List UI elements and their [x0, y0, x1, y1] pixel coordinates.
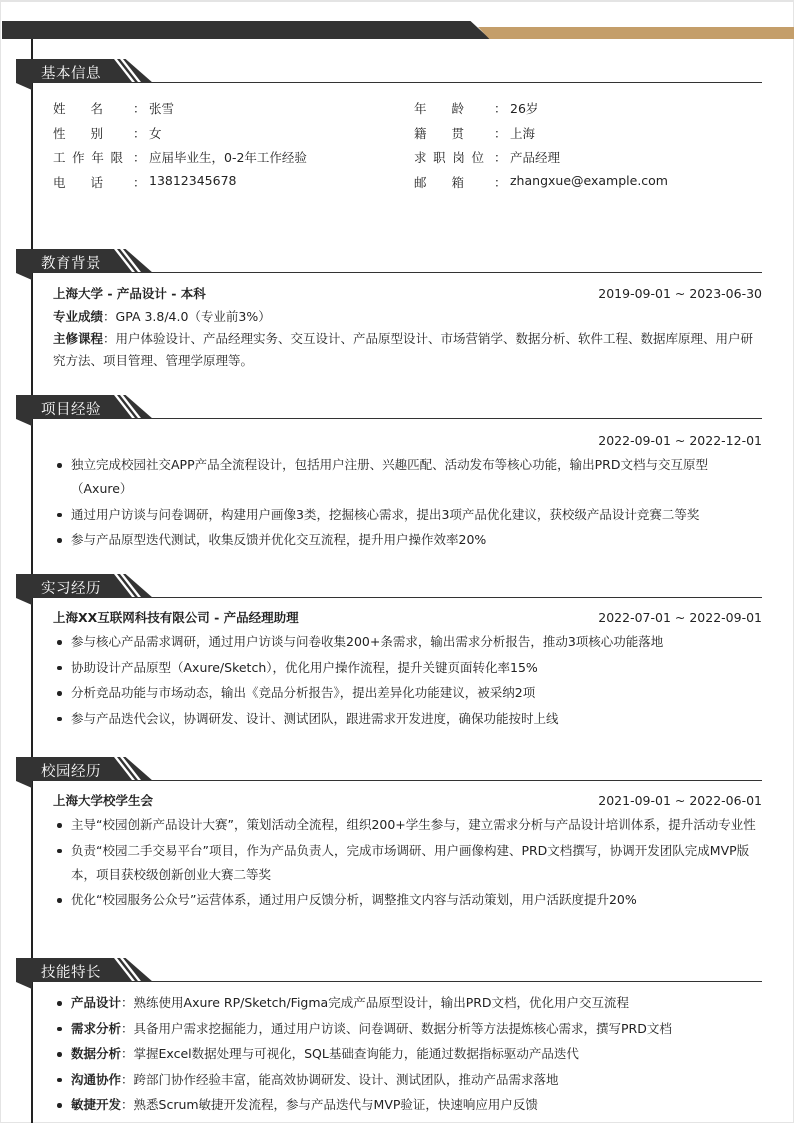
label-char: 职 — [433, 150, 446, 165]
section-education — [0, 249, 794, 372]
label-char: 电 — [53, 175, 66, 190]
info-name — [53, 99, 174, 119]
section-header — [0, 574, 794, 602]
skill-text: ：跨部门协作经验丰富，能高效协调研发、设计、测试团队，推动产品需求落地 — [121, 1071, 559, 1087]
skill-item — [53, 1042, 762, 1066]
campus-bullets — [53, 813, 762, 912]
section-header — [0, 395, 794, 423]
fold-decoration — [16, 598, 32, 605]
section-campus — [0, 757, 794, 914]
list-item: 参与产品原型迭代测试，收集反馈并优化交互流程，提升用户操作效率20% — [53, 528, 762, 552]
info-hometown — [414, 124, 535, 144]
label-char: 别 — [90, 126, 103, 141]
info-email — [414, 173, 668, 193]
gender-value: 女 — [149, 126, 162, 141]
gpa-label: 专业成绩 — [53, 309, 104, 324]
hometown-value: 上海 — [510, 126, 536, 141]
info-job-target — [414, 148, 560, 168]
section-title: 校园经历 — [41, 764, 101, 780]
skill-label: 需求分析 — [71, 1020, 122, 1036]
skill-item — [53, 991, 762, 1015]
campus-entry-header — [53, 789, 762, 813]
courses-label: 主修课程 — [53, 331, 104, 346]
project-bullets — [53, 453, 762, 552]
list-item: 通过用户访谈与问卷调研，构建用户画像3类，挖掘核心需求，提出3项产品优化建议，获校级产品设计竞赛二等奖 — [53, 503, 762, 527]
school-major-degree: 上海大学 - 产品设计 - 本科 — [53, 286, 206, 301]
info-phone — [53, 173, 236, 193]
section-divider — [32, 780, 762, 781]
colon: ： — [133, 150, 146, 165]
section-basic-info — [0, 59, 794, 192]
job-target-value: 产品经理 — [510, 150, 561, 165]
section-divider — [32, 272, 762, 273]
email-value: zhangxue@example.com — [510, 173, 668, 188]
basic-info-grid — [53, 92, 762, 192]
campus-date: 2021-09-01 ~ 2022-06-01 — [598, 793, 762, 808]
gpa-value: ：GPA 3.8/4.0（专业前3%） — [103, 309, 271, 324]
project-entry-header — [53, 429, 762, 453]
label-char: 限 — [110, 150, 123, 165]
colon: ： — [494, 101, 507, 116]
company-role: 上海XX互联网科技有限公司 - 产品经理助理 — [53, 610, 299, 625]
skill-text: ：熟悉Scrum敏捷开发流程，参与产品迭代与MVP验证，快速响应用户反馈 — [121, 1097, 538, 1112]
section-header — [0, 59, 794, 87]
label-char: 箱 — [451, 175, 464, 190]
section-projects — [0, 395, 794, 554]
list-item: 优化“校园服务公众号”运营体系，通过用户反馈分析，调整推文内容与活动策划，用户活跃度提升20% — [53, 888, 762, 912]
label-char: 邮 — [414, 175, 427, 190]
section-skills — [0, 958, 794, 1119]
label-char: 年 — [414, 101, 427, 116]
section-title: 基本信息 — [41, 66, 101, 82]
experience-value: 应届毕业生，0-2年工作经验 — [149, 150, 307, 165]
list-item: 主导“校园创新产品设计大赛”，策划活动全流程，组织200+学生参与，建立需求分析与产品设计培训体系，提升活动专业性 — [53, 813, 762, 837]
internship-entry-header — [53, 606, 762, 630]
colon: ： — [133, 101, 146, 116]
label-char: 年 — [91, 150, 104, 165]
label-char: 名 — [90, 101, 103, 116]
label-char: 龄 — [451, 101, 464, 116]
colon: ： — [494, 150, 507, 165]
skills-bullets — [53, 991, 762, 1117]
colon: ： — [494, 175, 507, 190]
label-char: 岗 — [452, 150, 465, 165]
info-gender — [53, 124, 162, 144]
list-item: 协助设计产品原型（Axure/Sketch），优化用户操作流程，提升关键页面转化率15% — [53, 656, 762, 680]
colon: ： — [133, 126, 146, 141]
label-char: 位 — [471, 150, 484, 165]
section-header — [0, 958, 794, 986]
fold-decoration — [16, 83, 32, 90]
skill-label: 数据分析 — [71, 1046, 122, 1061]
section-title: 项目经验 — [41, 402, 101, 418]
section-title: 实习经历 — [41, 581, 101, 597]
education-entry-header — [53, 282, 762, 306]
fold-decoration — [16, 781, 32, 788]
label-char: 籍 — [414, 126, 427, 141]
colon: ： — [494, 126, 507, 141]
courses-value: ：用户体验设计、产品经理实务、交互设计、产品原型设计、市场营销学、数据分析、软件工程、数据库原理、用户研究方法、项目管理、管理学原理等。 — [53, 331, 754, 368]
gpa-line — [53, 306, 762, 328]
skill-item — [53, 1068, 762, 1092]
label-char: 作 — [72, 150, 85, 165]
section-divider — [32, 597, 762, 598]
label-char: 性 — [53, 126, 66, 141]
organization: 上海大学校学生会 — [53, 793, 154, 808]
section-divider — [32, 418, 762, 419]
name-value: 张雪 — [149, 101, 175, 116]
internship-bullets — [53, 630, 762, 731]
fold-decoration — [16, 273, 32, 280]
section-title: 技能特长 — [41, 965, 101, 981]
skill-item — [53, 1093, 762, 1117]
skill-label: 沟通协作 — [71, 1071, 122, 1087]
label-char: 求 — [414, 150, 427, 165]
phone-value: 13812345678 — [149, 173, 237, 188]
header-bar-dark — [2, 21, 490, 39]
colon: ： — [133, 175, 146, 190]
section-title: 教育背景 — [41, 256, 101, 272]
section-divider — [32, 981, 762, 982]
internship-date: 2022-07-01 ~ 2022-09-01 — [598, 610, 762, 625]
skill-text: ：熟练使用Axure RP/Sketch/Figma完成产品原型设计，输出PRD文档，优化用户交互流程 — [121, 995, 630, 1010]
label-char: 工 — [53, 150, 66, 165]
age-value: 26岁 — [510, 101, 539, 116]
header-bar-gold — [478, 27, 794, 39]
fold-decoration — [16, 419, 32, 426]
fold-decoration — [16, 982, 32, 989]
label-char: 话 — [90, 175, 103, 190]
label-char: 贯 — [451, 126, 464, 141]
project-date: 2022-09-01 ~ 2022-12-01 — [598, 433, 762, 448]
label-char: 姓 — [53, 101, 66, 116]
skill-label: 敏捷开发 — [71, 1097, 122, 1112]
section-header — [0, 757, 794, 785]
section-internship — [0, 574, 794, 732]
info-age — [414, 99, 538, 119]
skill-label: 产品设计 — [71, 995, 122, 1010]
list-item: 参与核心产品需求调研，通过用户访谈与问卷收集200+条需求，输出需求分析报告，推动3项核心功能落地 — [53, 630, 762, 654]
skill-item — [53, 1017, 762, 1041]
list-item: 独立完成校园社交APP产品全流程设计，包括用户注册、兴趣匹配、活动发布等核心功能，输出PRD文档与交互原型（Axure） — [53, 453, 762, 501]
list-item: 负责“校园二手交易平台”项目，作为产品负责人，完成市场调研、用户画像构建、PRD文档撰写，协调开发团队完成MVP版本，项目获校级创新创业大赛二等奖 — [53, 839, 762, 887]
info-experience — [53, 148, 307, 168]
education-date: 2019-09-01 ~ 2023-06-30 — [598, 286, 762, 301]
courses-line — [53, 328, 762, 372]
section-divider — [32, 82, 762, 83]
list-item: 分析竞品功能与市场动态，输出《竞品分析报告》，提出差异化功能建议，被采纳2项 — [53, 681, 762, 705]
section-header — [0, 249, 794, 277]
skill-text: ：掌握Excel数据处理与可视化，SQL基础查询能力，能通过数据指标驱动产品迭代 — [121, 1046, 579, 1061]
list-item: 参与产品迭代会议，协调研发、设计、测试团队，跟进需求开发进度，确保功能按时上线 — [53, 707, 762, 731]
skill-text: ：具备用户需求挖掘能力，通过用户访谈、问卷调研、数据分析等方法提炼核心需求，撰写PRD文档 — [121, 1020, 672, 1036]
